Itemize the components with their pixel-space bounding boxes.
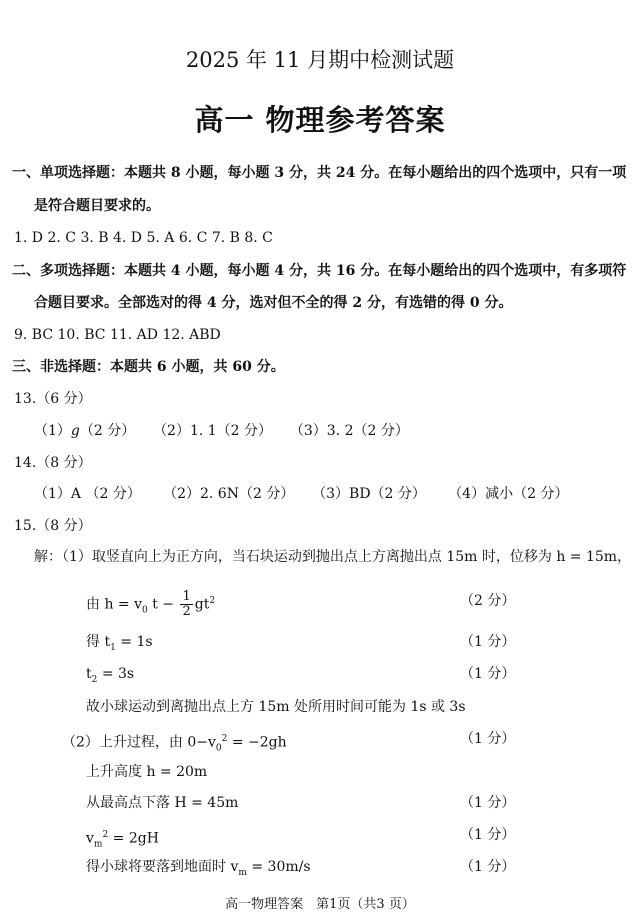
q15-label: 15.（8 分） bbox=[14, 518, 92, 534]
q15-final-result: 得小球将要落到地面时 $v_m = 30m/s$ bbox=[86, 859, 311, 878]
section2-heading-line2: 合题目要求。全部选对的得 4 分，选对但不全的得 2 分，有选错的得 0 分。 bbox=[34, 295, 513, 311]
q15-score-eq3: （1 分） bbox=[460, 666, 516, 682]
q15-score-eq2: （1 分） bbox=[460, 634, 516, 650]
q13-answers bbox=[34, 422, 409, 440]
q15-score-part2: （1 分） bbox=[460, 731, 516, 747]
section1-heading-line1: 一、单项选择题：本题共 8 小题，每小题 3 分，共 24 分。在每小题给出的四个选项中，只有一项 bbox=[12, 165, 627, 181]
q14-part3: （3）BD（2 分） bbox=[312, 486, 426, 502]
exam-title: 2025 年 11 月期中检测试题 bbox=[185, 48, 455, 72]
q14-part2: （2）2. 6N（2 分） bbox=[163, 486, 295, 502]
q15-vm-equation: $v_m^2 = 2gH$ bbox=[86, 830, 159, 850]
q15-score-fall: （1 分） bbox=[460, 795, 516, 811]
q15-rise-height: 上升高度 h = 20m bbox=[86, 764, 208, 780]
q15-conclusion-1: 故小球运动到离抛出点上方 15m 处所用时间可能为 1s 或 3s bbox=[86, 699, 466, 715]
q15-intro: 解：（1）取竖直向上为正方向，当石块运动到抛出点上方离抛出点 15m 时，位移为 h = 15m， bbox=[34, 549, 632, 565]
q15-fall-height: 从最高点下落 H = 45m bbox=[86, 795, 239, 811]
q13-part2: （2）1. 1（2 分） bbox=[153, 423, 273, 439]
page-footer: 高一物理答案 第1页（共3 页） bbox=[225, 897, 415, 912]
section3-heading: 三、非选择题：本题共 6 小题，共 60 分。 bbox=[12, 359, 285, 375]
section1-heading-line2: 是符合题目要求的。 bbox=[34, 198, 160, 214]
page-title: 高一 物理参考答案 bbox=[194, 103, 446, 137]
q14-label: 14.（8 分） bbox=[14, 455, 92, 471]
q15-equation-2: 得 $t_1 = 1s$ bbox=[86, 634, 153, 653]
q14-answers bbox=[34, 485, 568, 503]
q14-part1: （1）A （2 分） bbox=[34, 486, 141, 502]
q15-score-eq1: （2 分） bbox=[460, 593, 516, 609]
q15-part2-equation: （2）上升过程，由 $0-v_0^2 = -2gh$ bbox=[62, 734, 287, 754]
q14-part4: （4）减小（2 分） bbox=[448, 486, 569, 502]
q13-part3: （3）3. 2（2 分） bbox=[289, 423, 409, 439]
q13-label: 13.（6 分） bbox=[14, 391, 92, 407]
q15-score-final: （1 分） bbox=[460, 859, 516, 875]
section1-answers: 1. D 2. C 3. B 4. D 5. A 6. C 7. B 8. C bbox=[14, 230, 273, 246]
q13-part1: （1）g（2 分） bbox=[34, 423, 136, 439]
q15-score-vm: （1 分） bbox=[460, 827, 516, 843]
q15-equation-1: 由 $h = v_0$ t − $\frac{1}{2}$ $gt^2$ bbox=[86, 589, 216, 620]
fraction-one-half: $\frac{1}{2}$ bbox=[182, 589, 191, 620]
q15-equation-3: $t_2 = 3s$ bbox=[86, 666, 135, 685]
section2-heading-line1: 二、多项选择题：本题共 4 小题，每小题 4 分，共 16 分。在每小题给出的四个选项中，有多项符 bbox=[12, 263, 627, 279]
section2-answers: 9. BC 10. BC 11. AD 12. ABD bbox=[14, 327, 221, 343]
